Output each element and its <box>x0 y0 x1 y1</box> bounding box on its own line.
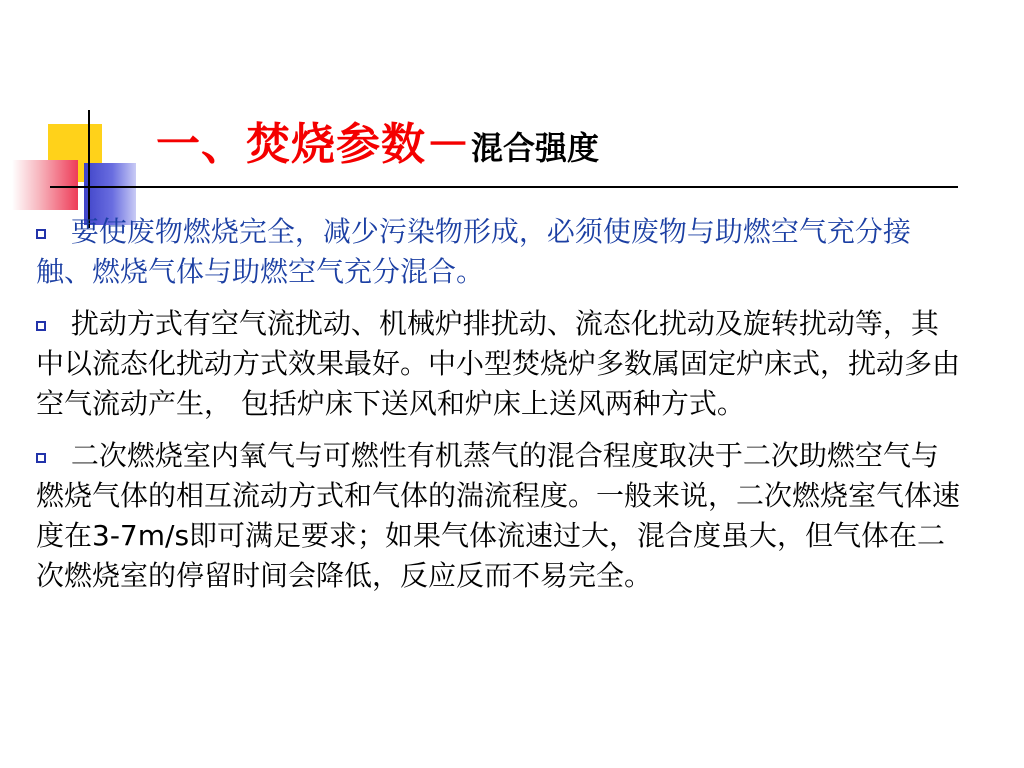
bullet-item <box>36 212 966 292</box>
bullet-item <box>36 304 966 424</box>
slide-title <box>156 108 599 172</box>
bullet-list <box>36 212 966 608</box>
bullet-text: 二次燃烧室内氧气与可燃性有机蒸气的混合程度取决于二次助燃空气与燃烧气体的相互流动方式和气体的湍流程度。一般来说，二次燃烧室气体速度在3-7m/s即可满足要求；如果气体流速过大，混合度虽大，但气体在二次燃烧室的停留时间会降低，反应反而不易完全。 <box>36 439 961 592</box>
logo-vertical-line <box>88 110 90 228</box>
hollow-square-bullet-icon <box>36 321 46 331</box>
bullet-text: 扰动方式有空气流扰动、机械炉排扰动、流态化扰动及旋转扰动等，其中以流态化扰动方式效果最好。中小型焚烧炉多数属固定炉床式，扰动多由空气流动产生， 包括炉床下送风和炉床上送风两种方式。 <box>36 307 961 420</box>
title-sub: 混合强度 <box>471 129 600 167</box>
title-main: 一、焚烧参数－ <box>156 119 471 170</box>
bullet-text: 要使废物燃烧完全，减少污染物形成，必须使废物与助燃空气充分接触、燃烧气体与助燃空气充分混合。 <box>36 215 911 288</box>
bullet-item <box>36 436 966 596</box>
logo-red-gradient-bar <box>12 160 78 210</box>
hollow-square-bullet-icon <box>36 453 46 463</box>
title-underline-divider <box>50 186 958 188</box>
hollow-square-bullet-icon <box>36 229 46 239</box>
